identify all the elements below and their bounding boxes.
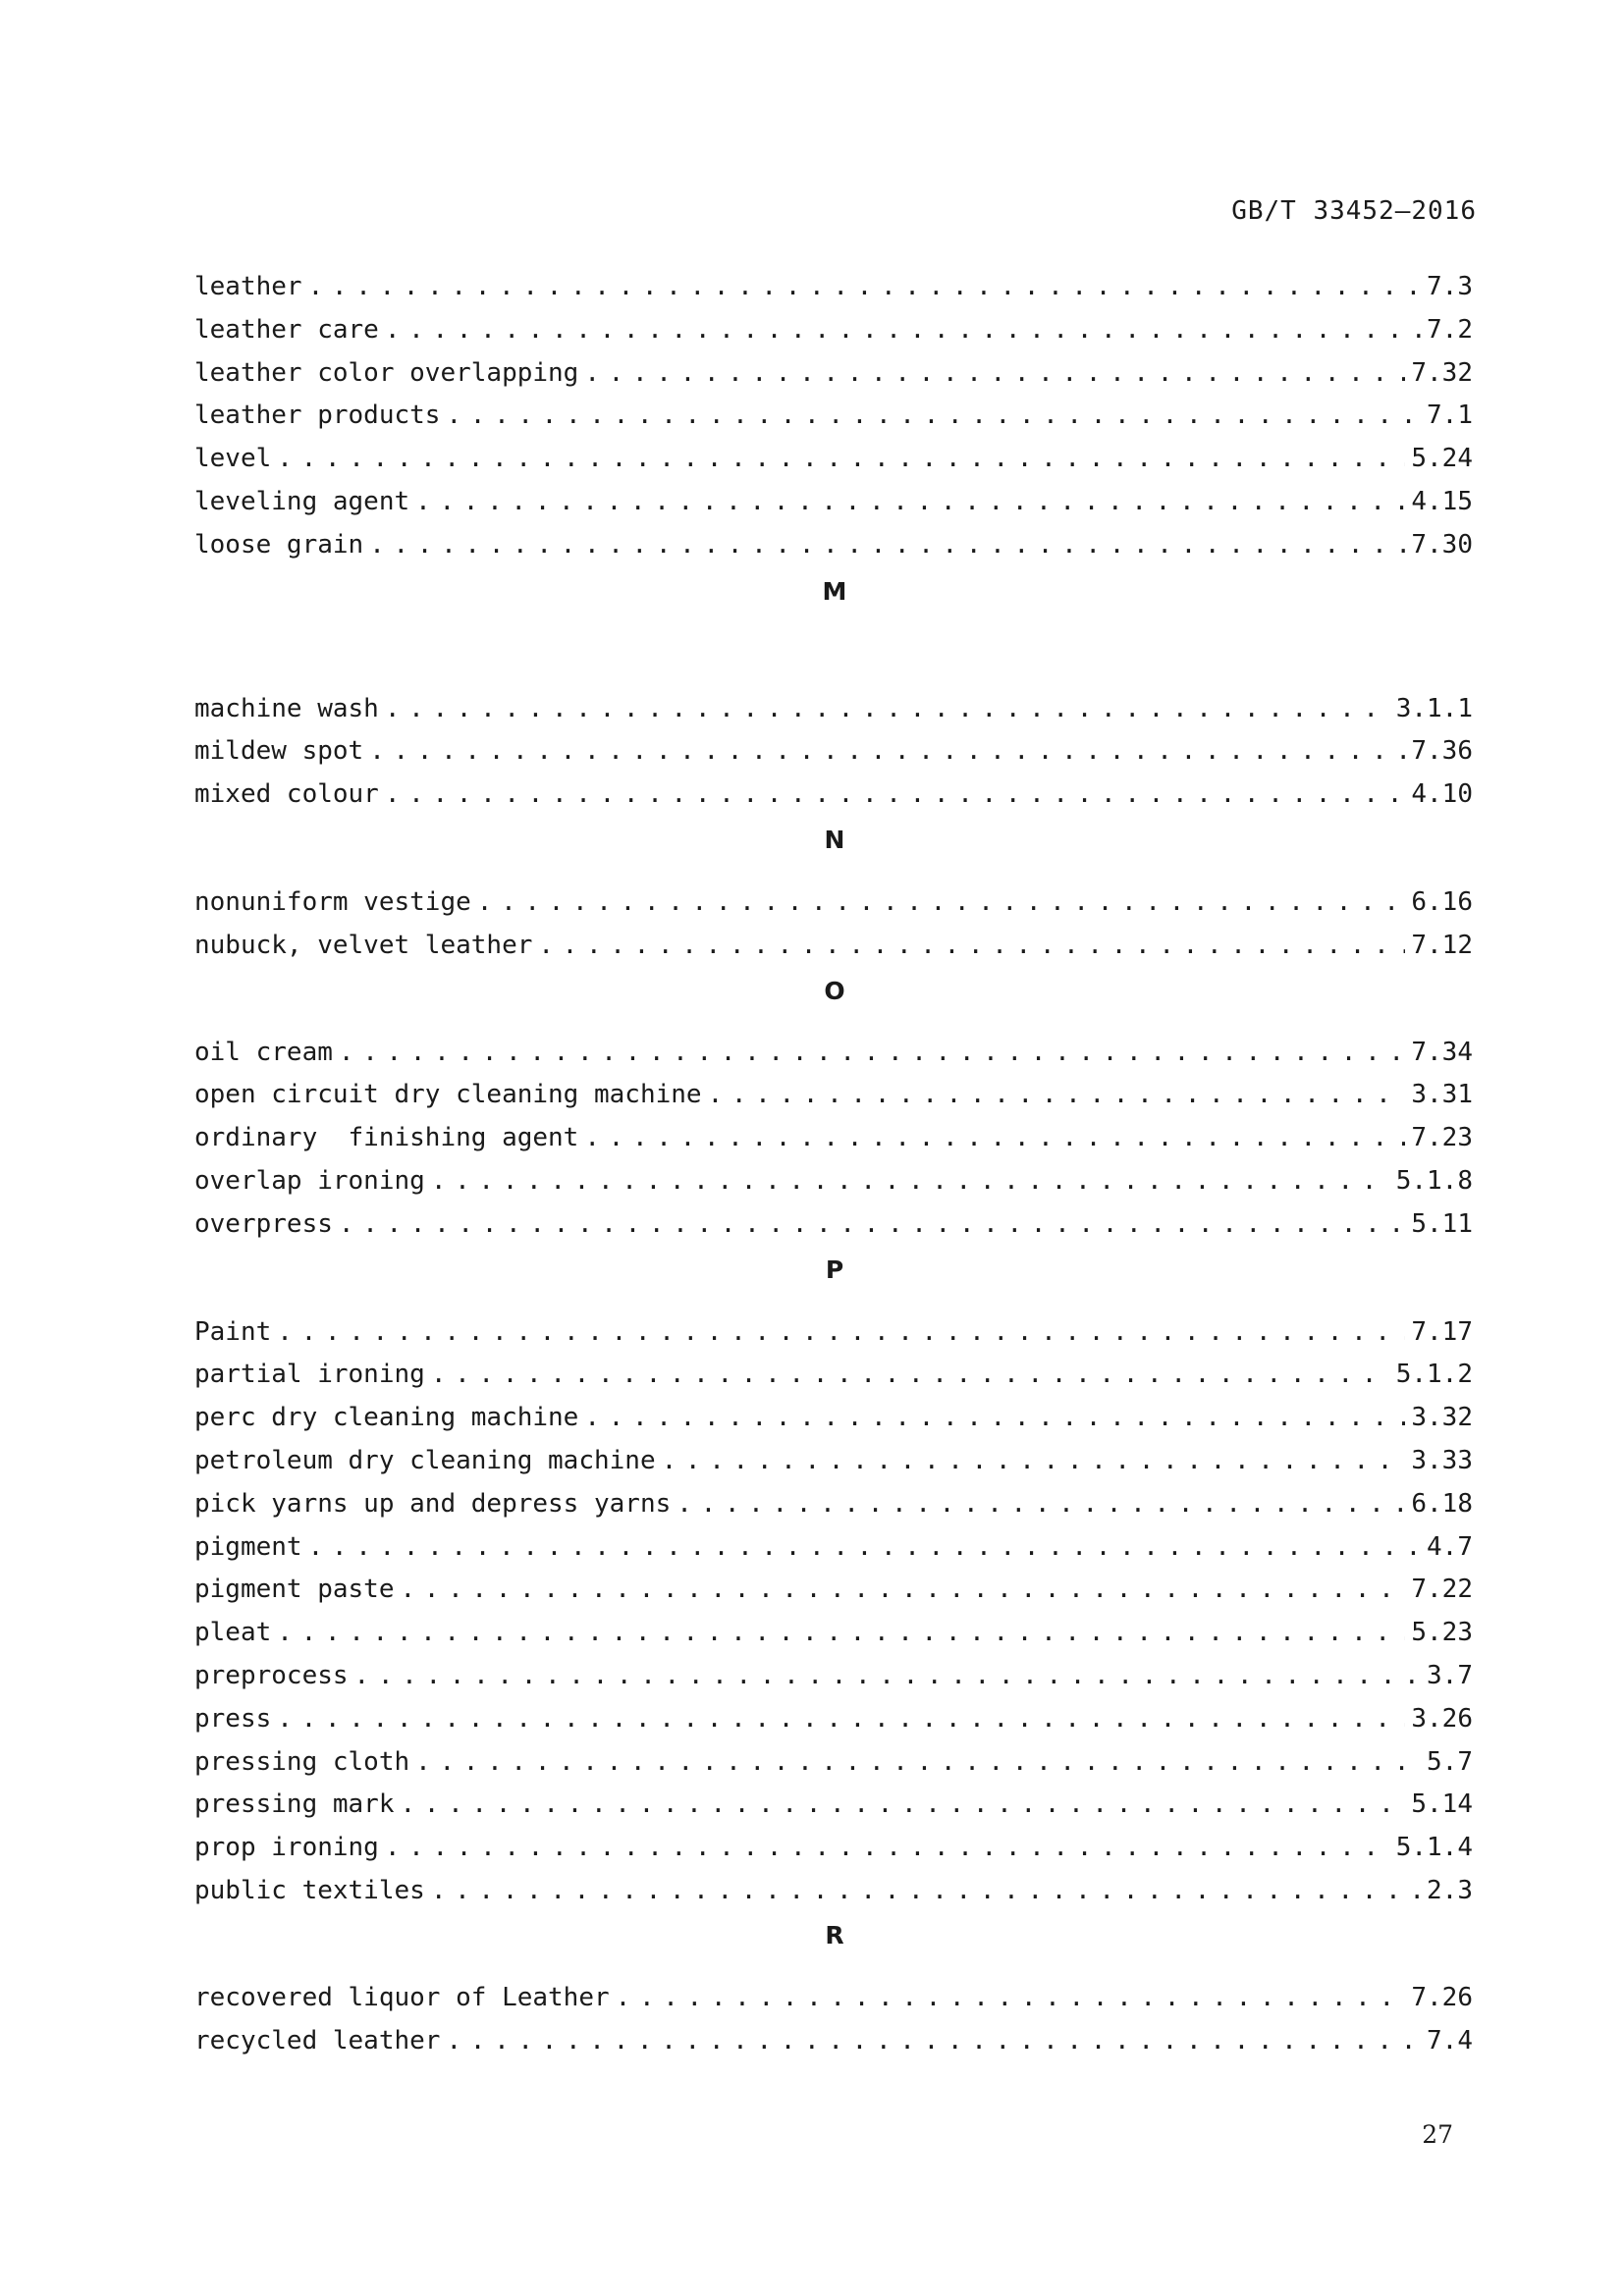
- index-term: leather products: [194, 400, 441, 431]
- dot-leader: [431, 1160, 1390, 1203]
- clause-reference: 5.14: [1411, 1789, 1473, 1820]
- index-entry: [194, 1784, 1473, 1827]
- dot-leader: [584, 352, 1405, 396]
- index-term: mixed colour: [194, 779, 379, 810]
- dot-leader: [677, 1483, 1405, 1526]
- dot-leader: [662, 1440, 1406, 1483]
- clause-reference: 3.33: [1411, 1445, 1473, 1475]
- index-term: petroleum dry cleaning machine: [194, 1445, 656, 1475]
- index-entry: [194, 438, 1473, 481]
- clause-reference: 3.31: [1411, 1080, 1473, 1110]
- clause-reference: 7.1: [1427, 400, 1473, 431]
- index-term: leather care: [194, 314, 379, 345]
- index-term: pigment paste: [194, 1575, 395, 1605]
- index-term: ordinary finishing agent: [194, 1123, 579, 1153]
- index-entry: [194, 1741, 1473, 1785]
- dot-leader: [277, 1612, 1405, 1655]
- clause-reference: 7.12: [1411, 930, 1473, 960]
- section-letter: R: [825, 1920, 844, 1949]
- index-entry: [194, 481, 1473, 524]
- index-term: prop ironing: [194, 1833, 379, 1863]
- standard-number: GB/T 33452—2016: [1231, 196, 1477, 226]
- dot-leader: [369, 524, 1405, 567]
- clause-reference: 5.23: [1411, 1618, 1473, 1648]
- dot-leader: [277, 438, 1405, 481]
- index-entry: [194, 309, 1473, 352]
- section-letter: P: [825, 1255, 844, 1284]
- dot-leader: [584, 1117, 1405, 1160]
- index-term: oil cream: [194, 1037, 333, 1067]
- index-term: perc dry cleaning machine: [194, 1403, 579, 1433]
- clause-reference: 5.24: [1411, 444, 1473, 474]
- index-term: loose grain: [194, 529, 364, 560]
- index-entry: [194, 1440, 1473, 1483]
- section-letter: N: [824, 825, 845, 854]
- index-term: public textiles: [194, 1875, 425, 1905]
- index-term: leather: [194, 272, 302, 301]
- dot-leader: [538, 925, 1405, 968]
- dot-leader: [308, 266, 1421, 309]
- dot-leader: [708, 1074, 1406, 1117]
- clause-reference: 4.15: [1411, 486, 1473, 516]
- index-entry: [194, 1397, 1473, 1440]
- index-section: [194, 817, 1473, 968]
- section-letter: M: [822, 576, 847, 606]
- clause-reference: 2.3: [1427, 1875, 1473, 1905]
- index-term: leather color overlapping: [194, 357, 579, 388]
- clause-reference: 7.22: [1411, 1575, 1473, 1605]
- dot-leader: [584, 1397, 1405, 1440]
- term-index: [194, 266, 1473, 2062]
- dot-leader: [354, 1655, 1421, 1698]
- index-term: pleat: [194, 1618, 272, 1648]
- dot-leader: [277, 1698, 1405, 1741]
- index-section: [194, 968, 1473, 1247]
- index-entry: [194, 774, 1473, 817]
- index-term: overlap ironing: [194, 1165, 425, 1196]
- index-section: [194, 1247, 1473, 1913]
- dot-leader: [308, 1526, 1421, 1570]
- dot-leader: [385, 309, 1421, 352]
- page-number: 27: [1422, 2120, 1453, 2149]
- dot-leader: [446, 2020, 1421, 2063]
- index-entry: [194, 1977, 1473, 2020]
- index-entry: [194, 352, 1473, 396]
- index-term: press: [194, 1703, 272, 1734]
- index-section: [194, 266, 1473, 567]
- index-term: nonuniform vestige: [194, 886, 471, 917]
- dot-leader: [446, 395, 1421, 438]
- index-term: pressing mark: [194, 1789, 395, 1820]
- clause-reference: 6.16: [1411, 886, 1473, 917]
- index-entry: [194, 1354, 1473, 1397]
- index-section: [194, 1913, 1473, 2063]
- index-section: [194, 567, 1473, 817]
- dot-leader: [385, 688, 1390, 731]
- index-term: machine wash: [194, 693, 379, 723]
- index-entry: [194, 1569, 1473, 1612]
- index-entry: [194, 395, 1473, 438]
- index-entry: [194, 1032, 1473, 1075]
- index-term: recovered liquor of Leather: [194, 1982, 610, 2012]
- dot-leader: [431, 1870, 1421, 1913]
- clause-reference: 7.30: [1411, 529, 1473, 560]
- index-entry: [194, 1870, 1473, 1913]
- clause-reference: 5.1.4: [1395, 1833, 1473, 1863]
- dot-leader: [385, 774, 1406, 817]
- clause-reference: 3.7: [1427, 1660, 1473, 1690]
- clause-reference: 5.11: [1411, 1208, 1473, 1239]
- clause-reference: 6.18: [1411, 1488, 1473, 1519]
- index-entry: [194, 688, 1473, 731]
- dot-leader: [415, 481, 1405, 524]
- clause-reference: 7.2: [1427, 314, 1473, 345]
- clause-reference: 4.7: [1427, 1531, 1473, 1562]
- index-entry: [194, 730, 1473, 774]
- section-letter: O: [824, 976, 845, 1005]
- dot-leader: [339, 1032, 1405, 1075]
- index-term: overpress: [194, 1208, 333, 1239]
- index-entry: [194, 1526, 1473, 1570]
- index-entry: [194, 1612, 1473, 1655]
- clause-reference: 7.36: [1411, 736, 1473, 767]
- index-entry: [194, 1117, 1473, 1160]
- index-term: recycled leather: [194, 2025, 441, 2056]
- index-entry: [194, 1160, 1473, 1203]
- dot-leader: [401, 1569, 1406, 1612]
- index-entry: [194, 1203, 1473, 1247]
- clause-reference: 3.1.1: [1395, 693, 1473, 723]
- index-entry: [194, 1827, 1473, 1870]
- index-term: partial ironing: [194, 1360, 425, 1390]
- dot-leader: [339, 1203, 1405, 1247]
- clause-reference: 7.32: [1411, 357, 1473, 388]
- clause-reference: 5.1.8: [1395, 1165, 1473, 1196]
- clause-reference: 7.4: [1427, 2025, 1473, 2056]
- index-entry: [194, 524, 1473, 567]
- index-term: nubuck, velvet leather: [194, 930, 533, 960]
- index-entry: [194, 1074, 1473, 1117]
- index-term: open circuit dry cleaning machine: [194, 1080, 702, 1110]
- clause-reference: 5.7: [1427, 1746, 1473, 1777]
- index-entry: [194, 1311, 1473, 1355]
- dot-leader: [477, 881, 1406, 925]
- index-entry: [194, 266, 1473, 309]
- dot-leader: [277, 1311, 1405, 1355]
- clause-reference: 7.34: [1411, 1037, 1473, 1067]
- clause-reference: 7.17: [1411, 1316, 1473, 1347]
- index-entry: [194, 2020, 1473, 2063]
- index-term: Paint: [194, 1316, 272, 1347]
- clause-reference: 7.23: [1411, 1123, 1473, 1153]
- dot-leader: [415, 1741, 1421, 1785]
- index-entry: [194, 1698, 1473, 1741]
- index-entry: [194, 1483, 1473, 1526]
- clause-reference: 7.26: [1411, 1982, 1473, 2012]
- index-term: level: [194, 444, 272, 474]
- dot-leader: [369, 730, 1405, 774]
- clause-reference: 7.3: [1427, 272, 1473, 301]
- index-entry: [194, 1655, 1473, 1698]
- index-term: mildew spot: [194, 736, 364, 767]
- clause-reference: 3.32: [1411, 1403, 1473, 1433]
- clause-reference: 3.26: [1411, 1703, 1473, 1734]
- dot-leader: [385, 1827, 1390, 1870]
- index-entry: [194, 881, 1473, 925]
- index-term: pigment: [194, 1531, 302, 1562]
- clause-reference: 5.1.2: [1395, 1360, 1473, 1390]
- dot-leader: [616, 1977, 1406, 2020]
- index-term: pressing cloth: [194, 1746, 410, 1777]
- clause-reference: 4.10: [1411, 779, 1473, 810]
- dot-leader: [401, 1784, 1406, 1827]
- index-term: preprocess: [194, 1660, 349, 1690]
- document-header: [1231, 196, 1477, 226]
- index-term: pick yarns up and depress yarns: [194, 1488, 672, 1519]
- index-entry: [194, 925, 1473, 968]
- dot-leader: [431, 1354, 1390, 1397]
- index-term: leveling agent: [194, 486, 410, 516]
